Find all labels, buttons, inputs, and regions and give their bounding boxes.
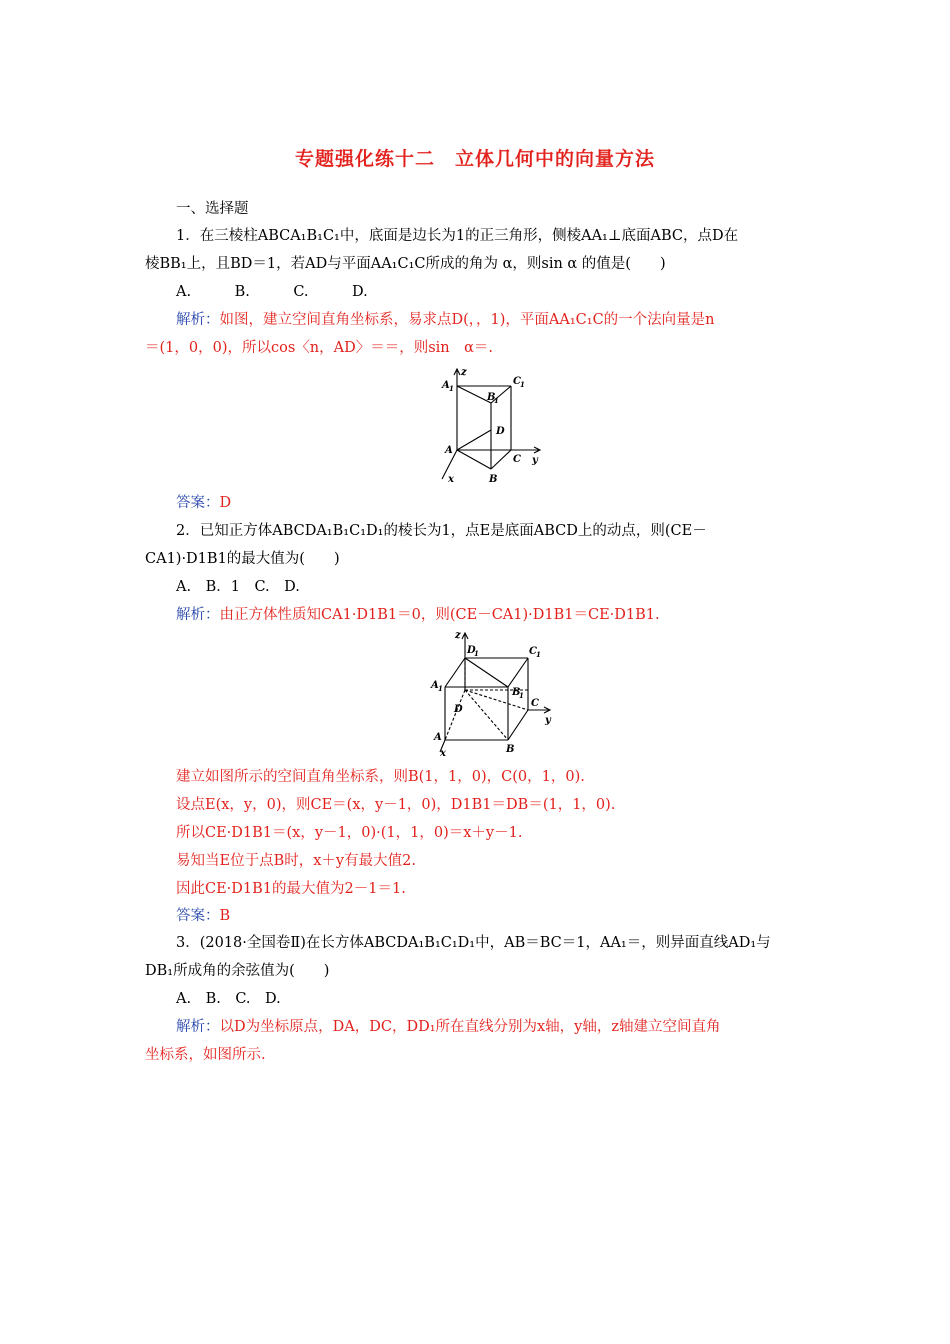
page-title: 专题强化练十二 立体几何中的向量方法 [294,148,655,170]
q2-solution-text: 由正方体性质知CA1·D1B1＝0，则(CE－CA1)·D1B1＝CE·D1B1. [219,607,660,623]
q3-solution-line2: 坐标系，如图所示. [145,1047,266,1063]
q3-options: A. B. C. D. [176,991,281,1007]
q1-label-a: A [445,445,453,456]
q2-cube-figure [428,628,558,758]
q1-edge-a1b1 [457,386,491,403]
q1-label-a1-sub: 1 [449,384,454,393]
q1-solution-line1 [176,310,810,330]
q2-label-b1: B [512,687,521,698]
q2-solution-step5: 因此CE·D1B1的最大值为2－1＝1. [176,881,406,897]
q1-stem-line2: 棱BB₁上，且BD＝1，若AD与平面AA₁C₁C所成的角为 α，则sin α 的值是( ) [145,256,666,272]
q1-stem-line1: 1．在三棱柱ABCA₁B₁C₁中，底面是边长为1的正三角形，侧棱AA₁⊥底面ABC，点D在 [176,228,739,244]
q1-label-y: y [532,455,538,466]
q2-solution-step1: 建立如图所示的空间直角坐标系，则B(1，1，0)，C(0，1，0). [176,769,585,785]
q2-diagonal-db-hidden [465,690,508,740]
q2-label-a: A [434,732,442,743]
q1-options: A. B. C. D. [176,284,368,300]
q2-label-a1-sub: 1 [438,684,443,693]
q1-label-d: D [496,426,505,437]
q2-label-c1-sub: 1 [536,650,541,659]
q2-answer [176,906,810,926]
q1-label-x: x [448,474,454,485]
q2-label-c: C [531,698,539,709]
q2-label-d1-sub: 1 [474,649,479,658]
q1-label-b1-sub: 1 [494,396,499,405]
q2-stem-line1: 2．已知正方体ABCDA₁B₁C₁D₁的棱长为1，点E是底面ABCD上的动点，则(CE－ [176,523,707,539]
q2-edge-c1b1 [508,658,528,687]
q1-solution-label: 解析： [176,312,220,328]
q2-label-a1: A [431,680,439,691]
q1-edge-bc [491,450,511,469]
q2-solution-step2: 设点E(x，y，0)，则CE＝(x，y－1，0)，D1B1＝DB＝(1，1，0). [176,797,616,813]
q3-solution-label: 解析： [176,1019,220,1035]
q2-label-d1: D [467,645,476,656]
q2-options: A. B．1 C. D. [176,579,300,595]
q1-solution-line2: ＝(1，0，0)，所以cos〈n，AD〉＝＝，则sin α＝. [145,340,494,356]
q1-answer-label: 答案： [176,495,220,511]
q2-solution-label: 解析： [176,607,220,623]
q2-solution-line1 [176,605,810,625]
q3-stem-line2: DB₁所成角的余弦值为( ) [145,963,330,979]
q1-answer-value: D [219,495,232,511]
q3-solution-line1 [176,1017,810,1037]
q1-label-b1: B [487,392,496,403]
q1-label-a1: A [442,380,450,391]
section-heading: 一、选择题 [176,201,249,217]
q2-label-b1-sub: 1 [519,691,524,700]
q2-solution-step3: 所以CE·D1B1＝(x，y－1，0)·(1，1，0)＝x＋y－1. [176,825,523,841]
q2-label-d: D [454,704,463,715]
q2-label-b: B [506,744,515,755]
q2-stem-line2: CA1)·D1B1的最大值为( ) [145,551,340,567]
q3-solution-text: 以D为坐标原点，DA，DC，DD₁所在直线分别为x轴，y轴，z轴建立空间直角 [219,1019,721,1035]
q1-label-z: z [461,367,467,378]
q1-label-c1-sub: 1 [520,380,525,389]
q2-solution-step4: 易知当E位于点B时，x＋y有最大值2. [176,853,416,869]
q2-edge-bc [508,710,528,740]
q2-answer-label: 答案： [176,908,220,924]
q1-label-c1: C [513,376,521,387]
q1-solution-text: 如图，建立空间直角坐标系，易求点D(，，1)，平面AA₁C₁C的一个法向量是n [219,312,715,328]
q2-diagonal-d1b1 [465,658,508,687]
q2-answer-value: B [219,908,231,924]
q2-label-x: x [440,748,446,758]
q2-edge-d1a1 [445,658,465,687]
q2-label-c1: C [529,646,537,657]
q1-prism-figure [440,364,550,486]
q1-edge-ab [457,450,491,469]
q1-answer [176,493,810,513]
q1-label-b: B [489,474,498,485]
q2-label-y: y [545,715,551,726]
q2-edge-da-hidden [445,690,465,740]
q1-segment-ad [457,430,491,450]
q1-label-c: C [513,454,521,465]
q3-stem-line1: 3．(2018·全国卷Ⅱ)在长方体ABCDA₁B₁C₁D₁中，AB＝BC＝1，AA₁＝，则异面直线AD₁与 [176,935,771,951]
q2-label-z: z [455,630,461,641]
